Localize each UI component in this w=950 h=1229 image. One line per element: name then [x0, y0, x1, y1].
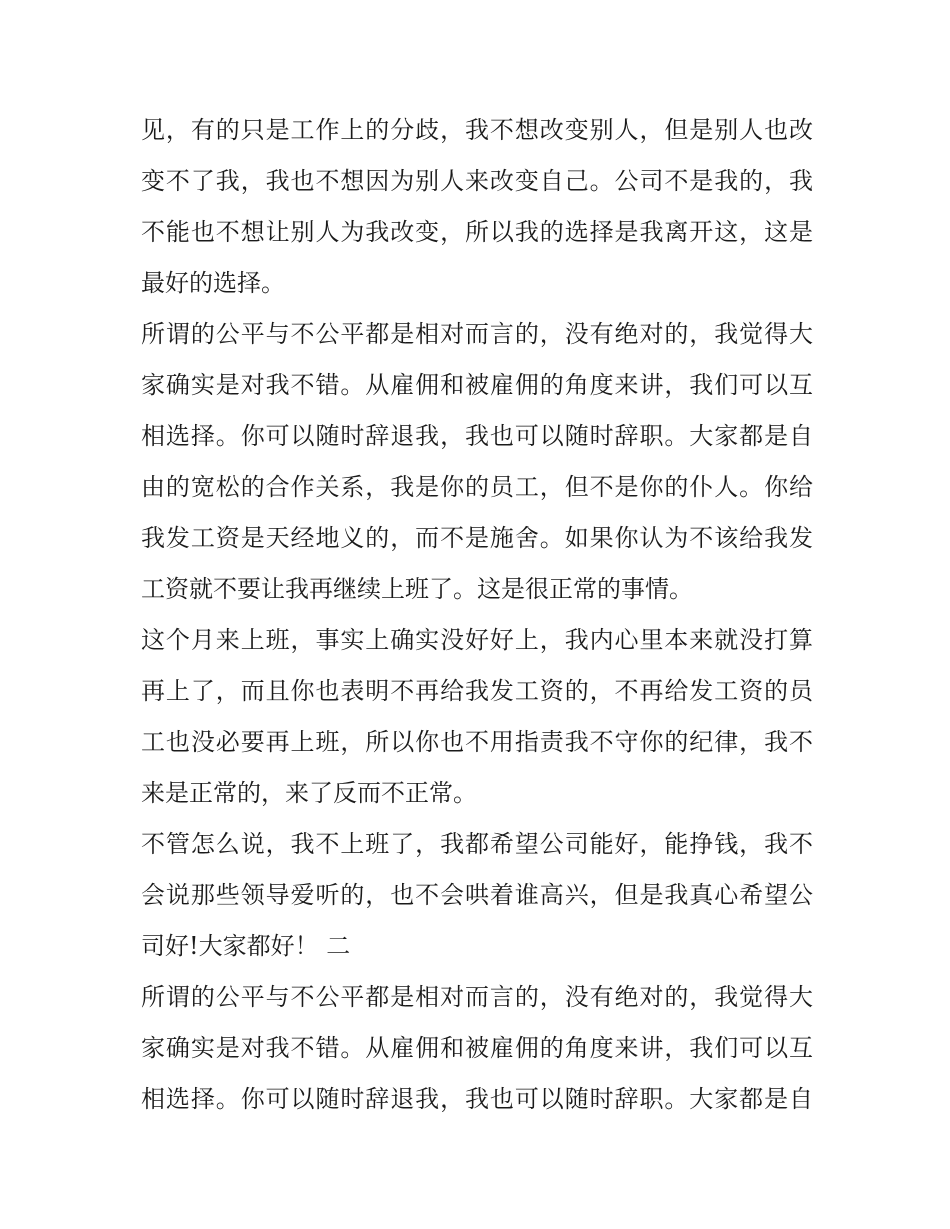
text-line: 相选择。你可以随时辞退我，我也可以随时辞职。大家都是自: [141, 1085, 813, 1113]
text-line: 相选择。你可以随时辞退我，我也可以随时辞职。大家都是自: [141, 422, 813, 450]
text-line: 所谓的公平与不公平都是相对而言的，没有绝对的，我觉得大: [141, 320, 813, 348]
text-line: 再上了，而且你也表明不再给我发工资的，不再给发工资的员: [141, 677, 813, 705]
text-line: 最好的选择。: [141, 269, 285, 297]
text-line: 不能也不想让别人为我改变，所以我的选择是我离开这，这是: [141, 218, 813, 246]
text-line: 不管怎么说，我不上班了，我都希望公司能好，能挣钱，我不: [141, 830, 813, 858]
text-line: 所谓的公平与不公平都是相对而言的，没有绝对的，我觉得大: [141, 983, 813, 1011]
text-line: 家确实是对我不错。从雇佣和被雇佣的角度来讲，我们可以互: [141, 1034, 813, 1062]
text-line: 变不了我，我也不想因为别人来改变自己。公司不是我的，我: [141, 167, 813, 195]
text-line: 司好!大家都好！ 二: [141, 932, 351, 960]
text-line: 来是正常的，来了反而不正常。: [141, 779, 477, 807]
text-line: 由的宽松的合作关系，我是你的员工，但不是你的仆人。你给: [141, 473, 813, 501]
text-line: 工也没必要再上班，所以你也不用指责我不守你的纪律，我不: [141, 728, 813, 756]
text-line: 这个月来上班，事实上确实没好好上，我内心里本来就没打算: [141, 626, 813, 654]
text-line: 家确实是对我不错。从雇佣和被雇佣的角度来讲，我们可以互: [141, 371, 813, 399]
text-line: 会说那些领导爱听的，也不会哄着谁高兴，但是我真心希望公: [141, 881, 813, 909]
text-line: 我发工资是天经地义的，而不是施舍。如果你认为不该给我发: [141, 524, 813, 552]
document-body: [141, 105, 813, 1125]
text-line: 见，有的只是工作上的分歧，我不想改变别人，但是别人也改: [141, 116, 813, 144]
text-line: 工资就不要让我再继续上班了。这是很正常的事情。: [141, 575, 693, 603]
